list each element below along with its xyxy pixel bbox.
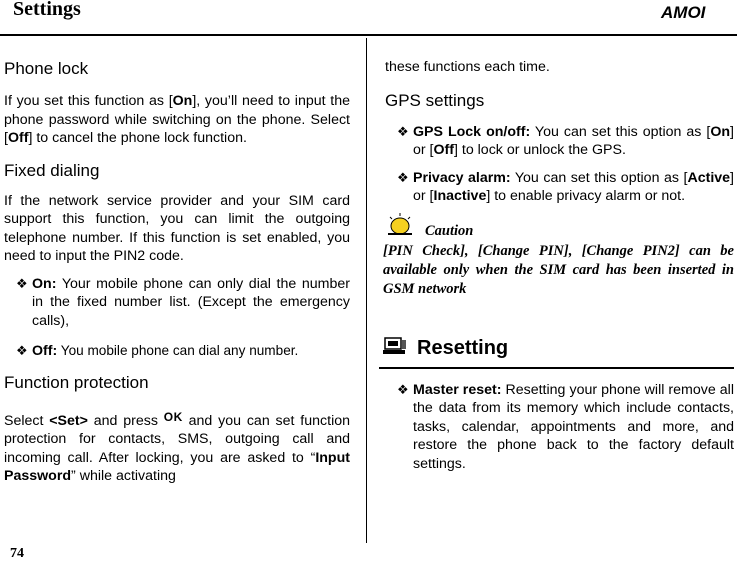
page-number: 74: [10, 546, 24, 561]
privacy-alarm-bullet: ❖ Privacy alarm: You can set this option as [Active] or [Inactive] to enable privacy alarm or not.: [397, 169, 734, 204]
diamond-bullet-icon: ❖: [16, 343, 28, 358]
caution-label: Caution: [425, 222, 474, 239]
diamond-bullet-icon: ❖: [397, 381, 409, 397]
diamond-bullet-icon: ❖: [16, 275, 28, 291]
lightbulb-icon: [385, 212, 415, 238]
section-monitor-icon: [383, 337, 407, 357]
diamond-bullet-icon: ❖: [397, 123, 409, 139]
gps-lock-bullet: ❖ GPS Lock on/off: You can set this option as [On] or [Off] to lock or unlock the GPS.: [397, 123, 734, 158]
fixed-dialing-bullet-off: ❖ Off: You mobile phone can dial any number.: [16, 343, 299, 359]
ok-key-icon: OK: [163, 409, 183, 424]
caution-text: [PIN Check], [Change PIN], [Change PIN2] can be available only when the SIM card has been inserted in GSM network: [383, 242, 734, 297]
page-header-title: Settings: [13, 0, 81, 20]
left-column: [4, 58, 350, 486]
gps-settings-heading: GPS settings: [385, 90, 485, 110]
svg-text:AMOI: AMOI: [661, 3, 706, 22]
resetting-heading: Resetting: [383, 335, 734, 361]
caution-header: [385, 220, 734, 242]
column-divider: [366, 38, 367, 543]
right-column: [385, 58, 734, 473]
function-protection-heading: Function protection: [4, 372, 149, 392]
diamond-bullet-icon: ❖: [397, 169, 409, 185]
phone-lock-paragraph: If you set this function as [On], you’ll need to input the phone password while switching on the phone. Select [Off] to cancel the phone lock function.: [4, 93, 350, 146]
header-rule: [0, 34, 737, 36]
fixed-dialing-heading: Fixed dialing: [4, 160, 100, 180]
resetting-rule: [379, 367, 734, 369]
amoi-logo: [659, 2, 731, 27]
continuation-text: these functions each time.: [385, 59, 550, 75]
function-protection-paragraph: Select <Set> and press OK and you can set function protection for contacts, SMS, outgoing call and incoming call. After locking, you are asked to “Input Password” while activating: [4, 409, 350, 484]
master-reset-bullet: ❖ Master reset: Resetting your phone will remove all the data from its memory which include contacts, tasks, calendar, appointments and more, and restore the phone back to the factory default settings.: [397, 381, 734, 472]
fixed-dialing-paragraph: If the network service provider and your SIM card support this function, you can limit the outgoing telephone number. If this function is set enabled, you need to input the PIN2 code.: [4, 192, 350, 264]
phone-lock-heading: Phone lock: [4, 59, 89, 78]
fixed-dialing-bullet-on: ❖ On: Your mobile phone can only dial the number in the fixed number list. (Except the emergency calls),: [16, 275, 350, 329]
